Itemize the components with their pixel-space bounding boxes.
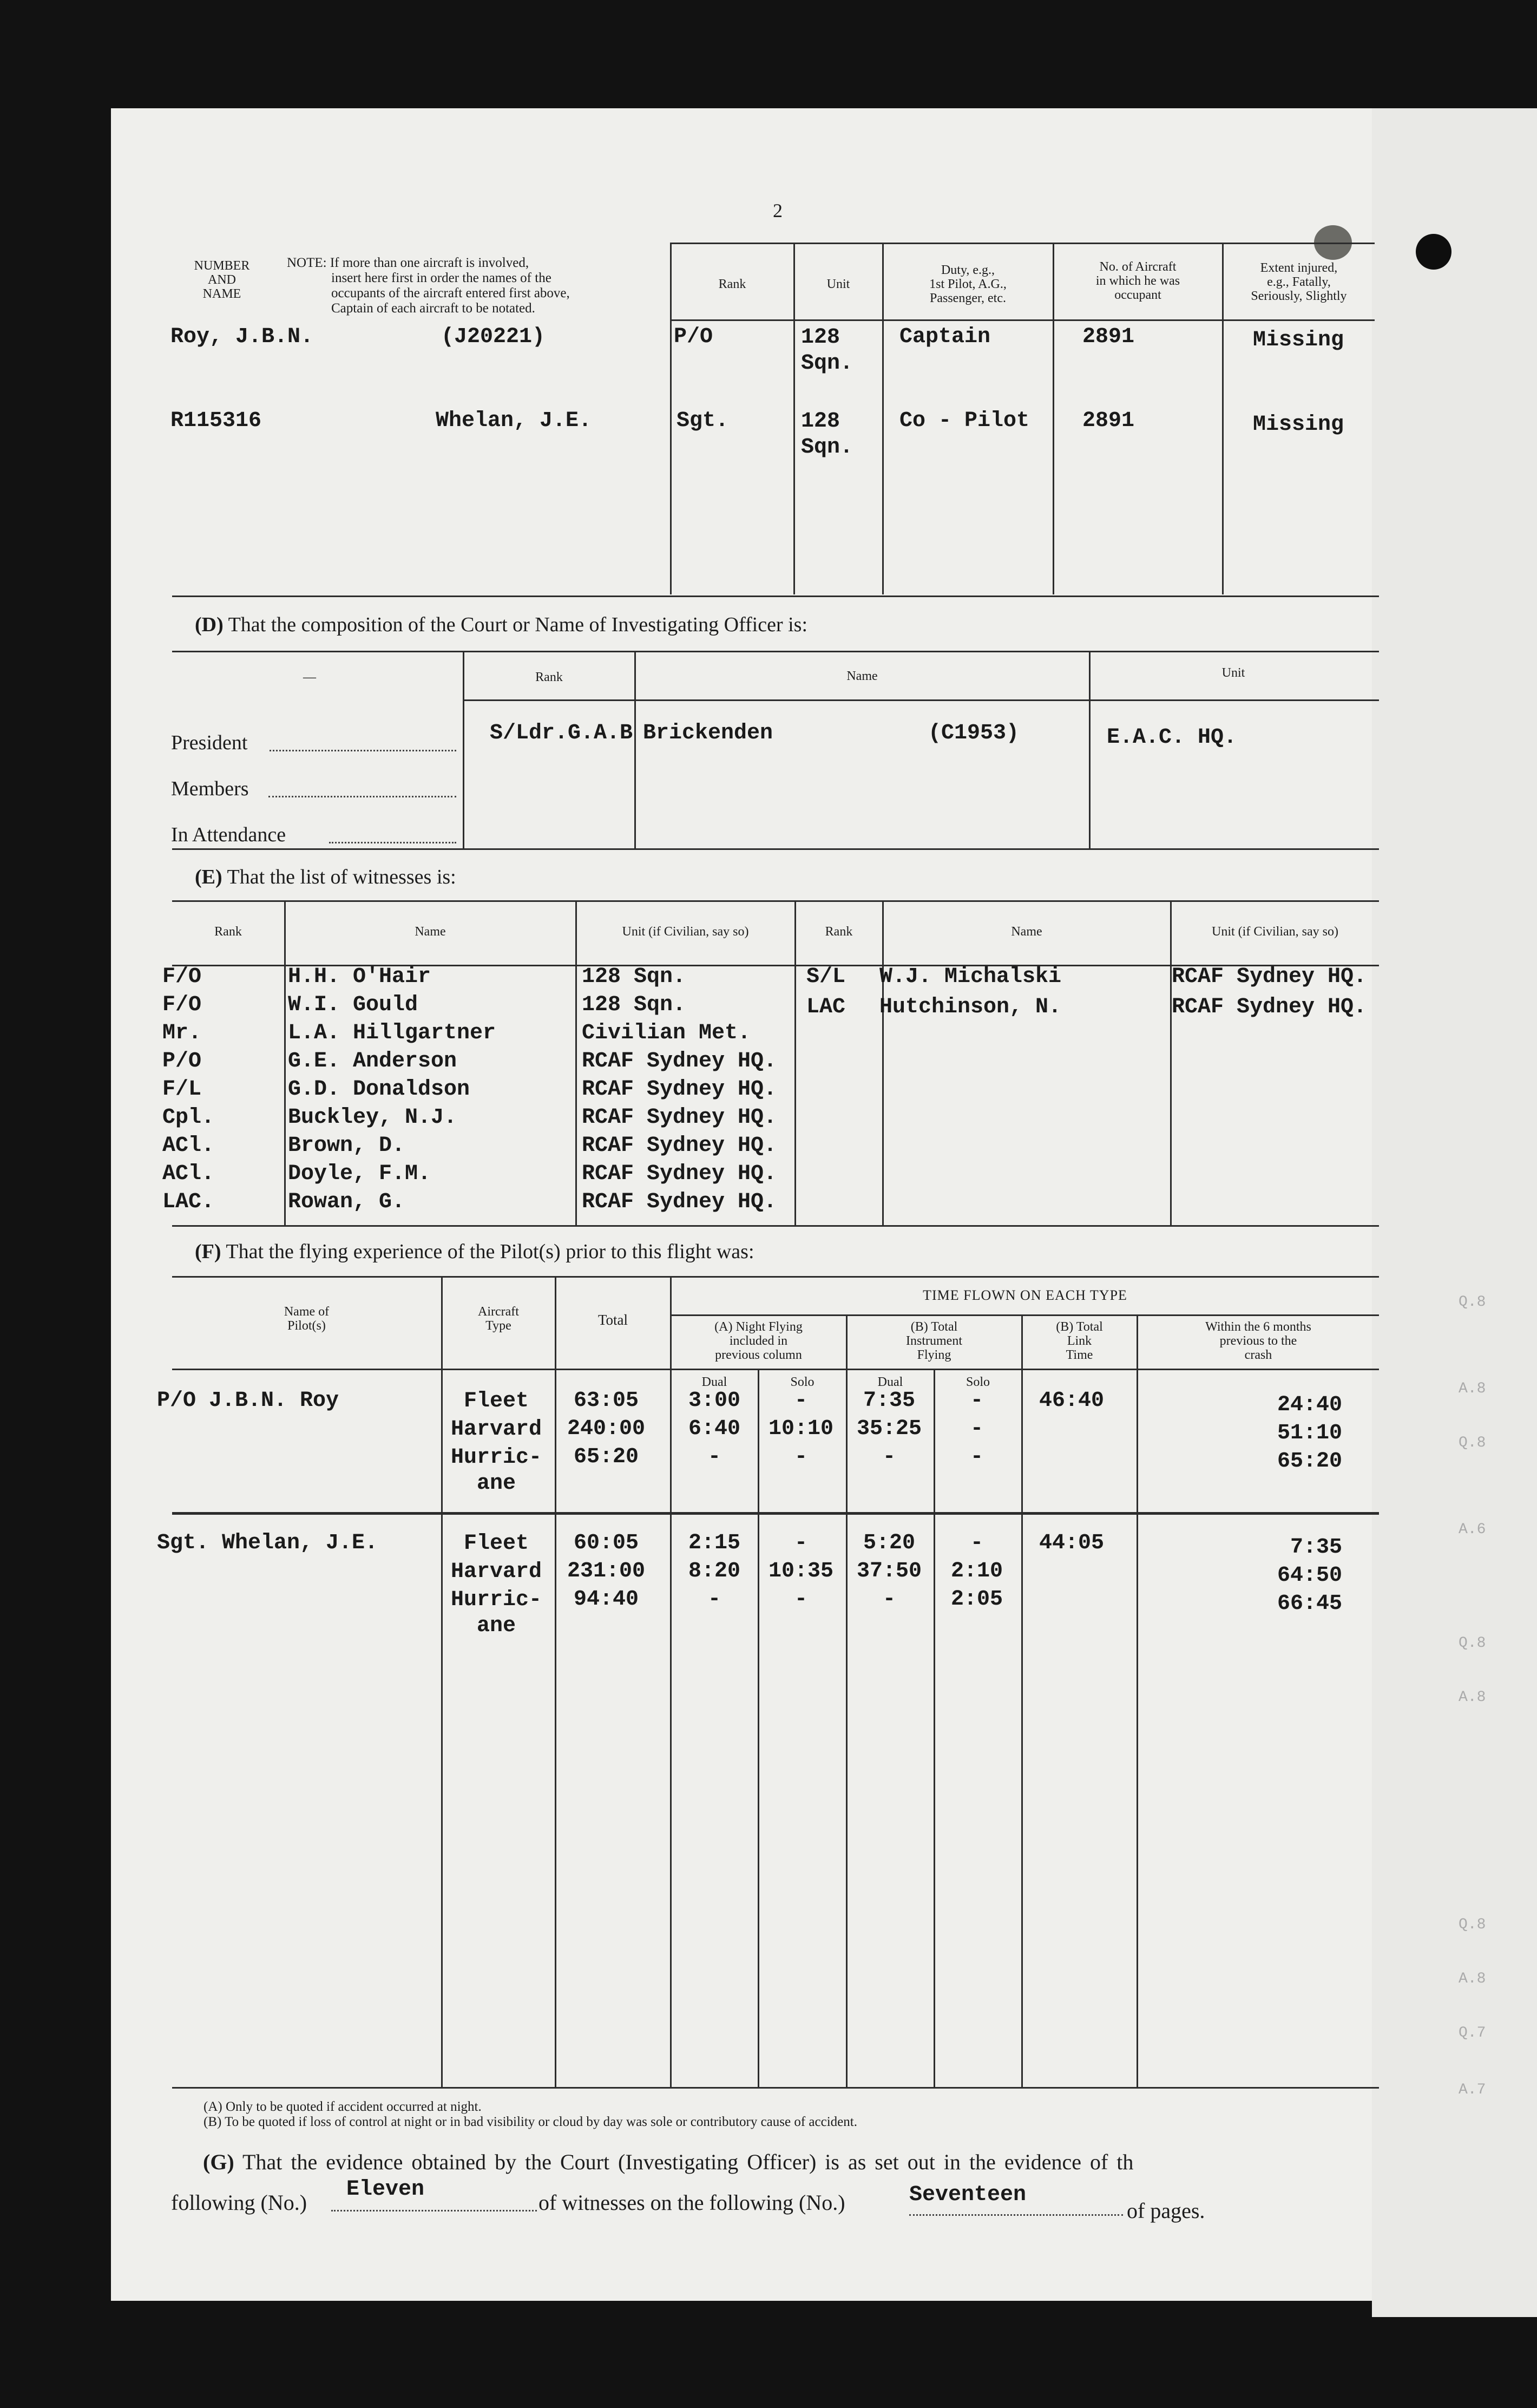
night-solo: - [794,1389,807,1413]
adjacent-page [1372,108,1537,2317]
instrument-solo: - [970,1445,983,1469]
members-label: Members [171,777,249,800]
in-attendance-label: In Attendance [171,823,286,846]
instrument-solo: 2:05 [950,1587,1003,1612]
night-dual: - [707,1445,721,1469]
night-flying-header: (A) Night Flying included in previous column [714,1320,803,1362]
witness-unit: 128 Sqn. [582,965,686,989]
witness-rank: ACl. [162,1162,215,1186]
instrument-dual: 37:50 [856,1559,922,1583]
instrument-dual: 35:25 [856,1417,922,1441]
instrument-flying-header: (B) Total Instrument Flying [906,1320,962,1362]
witness-rank-header: Rank [214,925,242,939]
duty-header: Duty, e.g., 1st Pilot, A.G., Passenger, etc. [929,263,1007,305]
aircraft-type [439,1417,553,1443]
within-six-months: 7:35 [1290,1535,1342,1560]
president-unit: E.A.C. HQ. [1107,725,1237,750]
night-dual: 2:15 [688,1531,740,1555]
rank-header: Rank [718,277,746,291]
witness-rank: LAC [806,995,846,1019]
aircraft-type-line: Fleet [463,1389,529,1414]
night-dual: - [707,1587,721,1612]
night-solo: 10:10 [768,1417,834,1441]
witness-name: W.I. Gould [288,993,418,1017]
aircraft-type-line: Harvard [450,1417,542,1442]
aircraft-type-line: Hurric- [450,1445,542,1470]
witness-name: W.J. Michalski [879,965,1062,989]
witness-name: Buckley, N.J. [288,1105,457,1130]
night-dual: 3:00 [688,1389,740,1413]
occupant-unit: 128 Sqn. [801,409,853,460]
instrument-solo: - [970,1531,983,1555]
of-witnesses-label: of witnesses on the following (No.) [538,2190,845,2215]
occupant-number: (J20221) [441,325,546,349]
occupant-rank: Sgt. [676,409,729,433]
occupant-aircraft: 2891 [1082,409,1135,433]
witness-name: G.E. Anderson [288,1049,457,1074]
witness-unit-header: Unit (if Civilian, say so) [622,925,749,939]
section-g-line: (G) That the evidence obtained by the Court (Investigating Officer) is as set out in the evidence of th [203,2150,1134,2174]
total-hours: 94:40 [573,1587,639,1612]
page-number: 2 [773,200,783,221]
instrument-dual: - [882,1587,896,1612]
section-d-heading: (D) That the composition of the Court or Name of Investigating Officer is: [195,613,808,636]
occupant-aircraft: 2891 [1082,325,1135,349]
witness-unit-header: Unit (if Civilian, say so) [1212,925,1338,939]
witness-name: H.H. O'Hair [288,965,431,989]
instrument-solo: 2:10 [950,1559,1003,1583]
note-header: NOTE: If more than one aircraft is involved, insert here first in order the names of the occupants of the aircraft entered first above, Captain of each aircraft to be notated. [287,256,570,316]
witness-unit: RCAF Sydney HQ. [1172,995,1367,1019]
link-time: 44:05 [1039,1531,1105,1555]
total-header: Total [597,1312,628,1328]
aircraft-type-line: ane [476,1614,516,1638]
total-hours: 65:20 [573,1445,639,1469]
witness-rank: F/O [162,993,202,1017]
name-header: Name [846,669,878,683]
total-hours: 60:05 [573,1531,639,1555]
occupant-name: Roy, J.B.N. [170,325,314,349]
adjacent-note: A.8 [1459,1689,1486,1706]
within-six-months: 51:10 [1277,1421,1342,1445]
witness-unit: 128 Sqn. [582,993,686,1017]
dual-header: Dual [701,1375,727,1389]
witness-name: Hutchinson, N. [879,995,1062,1019]
aircraft-type [439,1389,553,1415]
occupant-number: R115316 [170,409,262,433]
president-label: President [171,731,248,754]
within-six-months: 65:20 [1277,1449,1342,1474]
witness-unit: RCAF Sydney HQ. [582,1049,777,1074]
pages-count: Seventeen [909,2183,1027,2207]
night-solo: - [794,1531,807,1555]
occupant-extent: Missing [1253,413,1344,437]
extent-header: Extent injured, e.g., Fatally, Seriously, Slightly [1251,261,1347,303]
adjacent-note: Q.8 [1459,1916,1486,1933]
witness-unit: RCAF Sydney HQ. [582,1105,777,1130]
total-hours: 231:00 [567,1559,646,1583]
of-pages-label: of pages. [1127,2198,1205,2223]
adjacent-note: Q.8 [1459,1294,1486,1311]
solo-header: Solo [965,1375,990,1389]
witness-unit: RCAF Sydney HQ. [1172,965,1367,989]
dash-header: — [303,670,316,684]
night-solo: - [794,1445,807,1469]
aircraft-no-header: No. of Aircraft in which he was occupant [1095,260,1180,302]
aircraft-type [439,1531,553,1557]
aircraft-type-line: Fleet [463,1532,529,1556]
section-f-heading: (F) That the flying experience of the Pilot(s) prior to this flight was: [195,1240,754,1263]
time-flown-header: TIME FLOWN ON EACH TYPE [923,1287,1127,1303]
within-six-months-header: Within the 6 months previous to the crash [1205,1320,1311,1362]
president-name: Brickenden [643,721,773,745]
number-name-header: NUMBER AND NAME [194,259,250,301]
witness-name-header: Name [1011,925,1042,939]
night-solo: - [794,1587,807,1612]
occupant-rank: P/O [674,325,713,349]
adjacent-note: A.6 [1459,1521,1486,1538]
witness-name: Doyle, F.M. [288,1162,431,1186]
pilot-name: P/O J.B.N. Roy [157,1389,339,1413]
witness-rank: LAC. [162,1190,215,1214]
section-e-heading: (E) That the list of witnesses is: [195,866,456,888]
witness-unit: Civilian Met. [582,1021,751,1045]
occupant-unit: 128 Sqn. [801,325,853,376]
witness-rank: Mr. [162,1021,202,1045]
footnote-b: (B) To be quoted if loss of control at night or in bad visibility or cloud by day was sole or contributory cause of accident. [203,2115,857,2129]
instrument-dual: 7:35 [863,1389,915,1413]
witness-unit: RCAF Sydney HQ. [582,1134,777,1158]
aircraft-type-header: Aircraft Type [478,1305,519,1333]
witness-unit: RCAF Sydney HQ. [582,1162,777,1186]
link-time-header: (B) Total Link Time [1056,1320,1103,1362]
night-dual: 6:40 [688,1417,740,1441]
president-rank: S/Ldr.G.A.B [490,721,633,745]
adjacent-note: A.7 [1459,2082,1486,2098]
occupant-extent: Missing [1253,328,1344,352]
night-dual: 8:20 [688,1559,740,1583]
witness-name: L.A. Hillgartner [288,1021,496,1045]
total-hours: 63:05 [573,1389,639,1413]
witness-rank: ACl. [162,1134,215,1158]
aircraft-type-line: Hurric- [450,1588,542,1612]
link-time: 46:40 [1039,1389,1105,1413]
instrument-solo: - [970,1417,983,1441]
following-label: following (No.) [171,2190,307,2215]
punch-hole [1416,234,1451,270]
pilot-name: Sgt. Whelan, J.E. [157,1531,378,1555]
footnote-a: (A) Only to be quoted if accident occurred at night. [203,2099,482,2114]
witness-rank-header: Rank [825,925,853,939]
solo-header: Solo [790,1375,815,1389]
witness-unit: RCAF Sydney HQ. [582,1077,777,1102]
adjacent-note: Q.7 [1459,2025,1486,2041]
instrument-solo: - [970,1389,983,1413]
witness-name: G.D. Donaldson [288,1077,470,1102]
witness-rank: S/L [806,965,846,989]
instrument-dual: 5:20 [863,1531,915,1555]
adjacent-note: A.8 [1459,1971,1486,1987]
president-number: (C1953) [928,721,1020,745]
rank-header: Rank [535,670,563,684]
aircraft-type [439,1587,553,1639]
witness-rank: F/O [162,965,202,989]
witness-rank: P/O [162,1049,202,1074]
aircraft-type-line: ane [476,1471,516,1496]
occupant-duty: Co - Pilot [899,409,1030,433]
witness-rank: Cpl. [162,1105,215,1130]
adjacent-note: A.8 [1459,1380,1486,1397]
footnotes [203,2099,857,2130]
aircraft-type-line: Harvard [450,1560,542,1584]
within-six-months: 64:50 [1277,1563,1342,1588]
adjacent-note: Q.8 [1459,1635,1486,1652]
instrument-dual: - [882,1445,896,1469]
aircraft-type [439,1559,553,1585]
occupant-name: Whelan, J.E. [436,409,592,433]
aircraft-type [439,1445,553,1497]
witness-name: Rowan, G. [288,1190,405,1214]
witness-count: Eleven [346,2177,425,2202]
within-six-months: 66:45 [1277,1592,1342,1616]
unit-header: Unit [826,277,850,291]
within-six-months: 24:40 [1277,1393,1342,1417]
witness-name-header: Name [415,925,446,939]
occupant-duty: Captain [899,325,991,349]
dual-header: Dual [877,1375,903,1389]
adjacent-note: Q.8 [1459,1435,1486,1451]
total-hours: 240:00 [567,1417,646,1441]
pilot-name-header: Name of Pilot(s) [284,1305,330,1333]
witness-rank: F/L [162,1077,202,1102]
night-solo: 10:35 [768,1559,834,1583]
witness-name: Brown, D. [288,1134,405,1158]
witness-unit: RCAF Sydney HQ. [582,1190,777,1214]
unit-header: Unit [1221,666,1245,680]
